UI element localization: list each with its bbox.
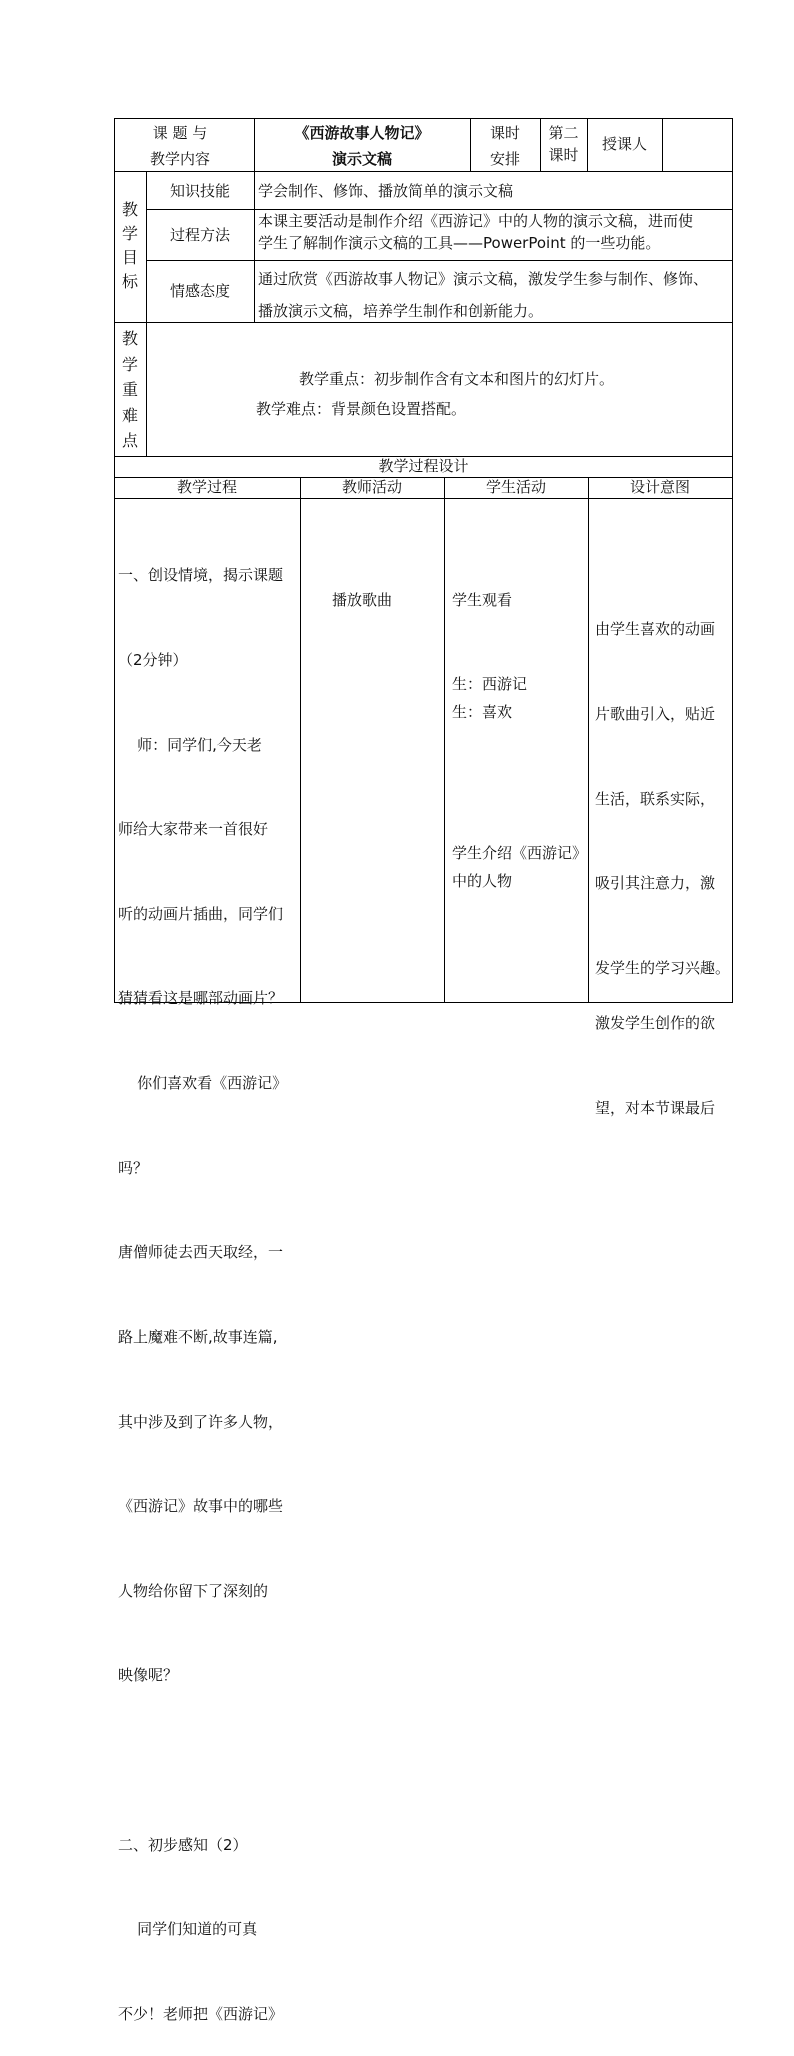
teaching-difficulty: 教学难点：背景颜色设置搭配。 <box>256 400 467 418</box>
process-line: 不少！老师把《西游记》 <box>118 2004 284 2023</box>
process-line: 其中涉及到了许多人物， <box>118 1412 284 1431</box>
process-line <box>118 1746 287 1774</box>
objective-text-process: 本课主要活动是制作介绍《西游记》中的人物的演示文稿，进而使 <box>258 212 694 230</box>
key-points-group-label: 教 学 重 难 点 <box>121 329 138 450</box>
objective-text-knowledge: 学会制作、修饰、播放简单的演示文稿 <box>258 182 514 200</box>
process-line: 《西游记》故事中的哪些 <box>118 1497 284 1516</box>
objectives-group-label: 教 学 目 标 <box>121 200 138 291</box>
table-rule <box>444 477 445 1003</box>
objective-label-process: 过程方法 <box>169 226 230 244</box>
table-rule <box>114 322 733 323</box>
intent-text <box>595 953 715 1150</box>
time-label: 安排 <box>489 150 520 168</box>
process-line: 一、创设情境，揭示课题 <box>118 566 284 585</box>
table-rule <box>254 118 255 323</box>
table-rule <box>146 209 733 210</box>
period-value: 课时 <box>548 146 579 164</box>
process-line: 师：同学们,今天老 <box>118 735 262 754</box>
objective-label-attitude: 情感态度 <box>169 282 230 300</box>
process-line: 听的动画片插曲，同学们 <box>118 904 284 923</box>
objective-label-knowledge: 知识技能 <box>169 182 230 200</box>
time-label: 课时 <box>489 124 520 142</box>
student-activity: 中的人物 <box>452 872 513 890</box>
intent-line: 吸引其注意力，激 <box>595 874 716 893</box>
process-line: 人物给你留下了深刻的 <box>118 1581 269 1600</box>
column-header-process: 教学过程 <box>176 478 237 496</box>
objective-text-process: 学生了解制作演示文稿的工具——PowerPoint 的一些功能。 <box>258 234 661 252</box>
intent-line: 由学生喜欢的动画 <box>595 620 716 639</box>
intent-line: 发学生的学习兴趣。 <box>595 958 731 977</box>
column-header-intent: 设计意图 <box>629 478 690 496</box>
column-header-teacher: 教师活动 <box>341 478 402 496</box>
table-rule <box>114 498 733 499</box>
student-activity: 学生介绍《西游记》 <box>452 844 588 862</box>
student-activity: 生：喜欢 <box>452 703 513 721</box>
topic-label: 教学内容 <box>149 150 210 168</box>
lesson-title: 《西游故事人物记》 <box>294 124 430 142</box>
table-rule <box>662 118 663 172</box>
table-rule <box>146 171 147 457</box>
teacher-label: 授课人 <box>601 135 647 153</box>
process-line: 唐僧师徒去西天取经，一 <box>118 1243 284 1262</box>
intent-text <box>595 559 730 1010</box>
process-line: （2分钟） <box>118 651 188 670</box>
process-line: 映像呢？ <box>118 1666 179 1685</box>
process-line: 你们喜欢看《西游记》 <box>118 1074 288 1093</box>
process-line: 师给大家带来一首很好 <box>118 820 269 839</box>
table-rule <box>146 260 733 261</box>
process-line: 吗？ <box>118 1158 149 1177</box>
table-border-right <box>732 118 733 1003</box>
design-title: 教学过程设计 <box>378 457 469 475</box>
table-rule <box>300 477 301 1003</box>
process-line: 同学们知道的可真 <box>118 1920 258 1939</box>
table-border-top <box>114 118 733 119</box>
intent-line: 望，对本节课最后 <box>595 1099 716 1118</box>
table-rule <box>114 171 733 172</box>
teacher-activity: 播放歌曲 <box>331 591 392 609</box>
intent-line: 片歌曲引入，贴近 <box>595 705 716 724</box>
student-activity: 生：西游记 <box>452 675 528 693</box>
table-rule <box>588 477 589 1003</box>
intent-line: 生活，联系实际， <box>595 789 716 808</box>
process-line: 路上魔难不断,故事连篇, <box>118 1327 278 1346</box>
period-value: 第二 <box>548 124 579 142</box>
lesson-subtitle: 演示文稿 <box>331 150 392 168</box>
objective-text-attitude: 通过欣赏《西游故事人物记》演示文稿，激发学生参与制作、修饰、 <box>258 270 709 288</box>
student-activity: 学生观看 <box>452 591 513 609</box>
process-line: 猜猜看这是哪部动画片？ <box>118 989 284 1008</box>
topic-label: 课 题 与 <box>152 124 208 142</box>
column-header-student: 学生活动 <box>485 478 546 496</box>
teaching-focus: 教学重点：初步制作含有文本和图片的幻灯片。 <box>299 370 615 388</box>
process-line: 二、初步感知（2） <box>118 1835 248 1854</box>
intent-line: 激发学生创作的欲 <box>595 1014 716 1033</box>
objective-text-attitude: 播放演示文稿，培养学生制作和创新能力。 <box>258 302 544 320</box>
process-text <box>118 505 287 2056</box>
